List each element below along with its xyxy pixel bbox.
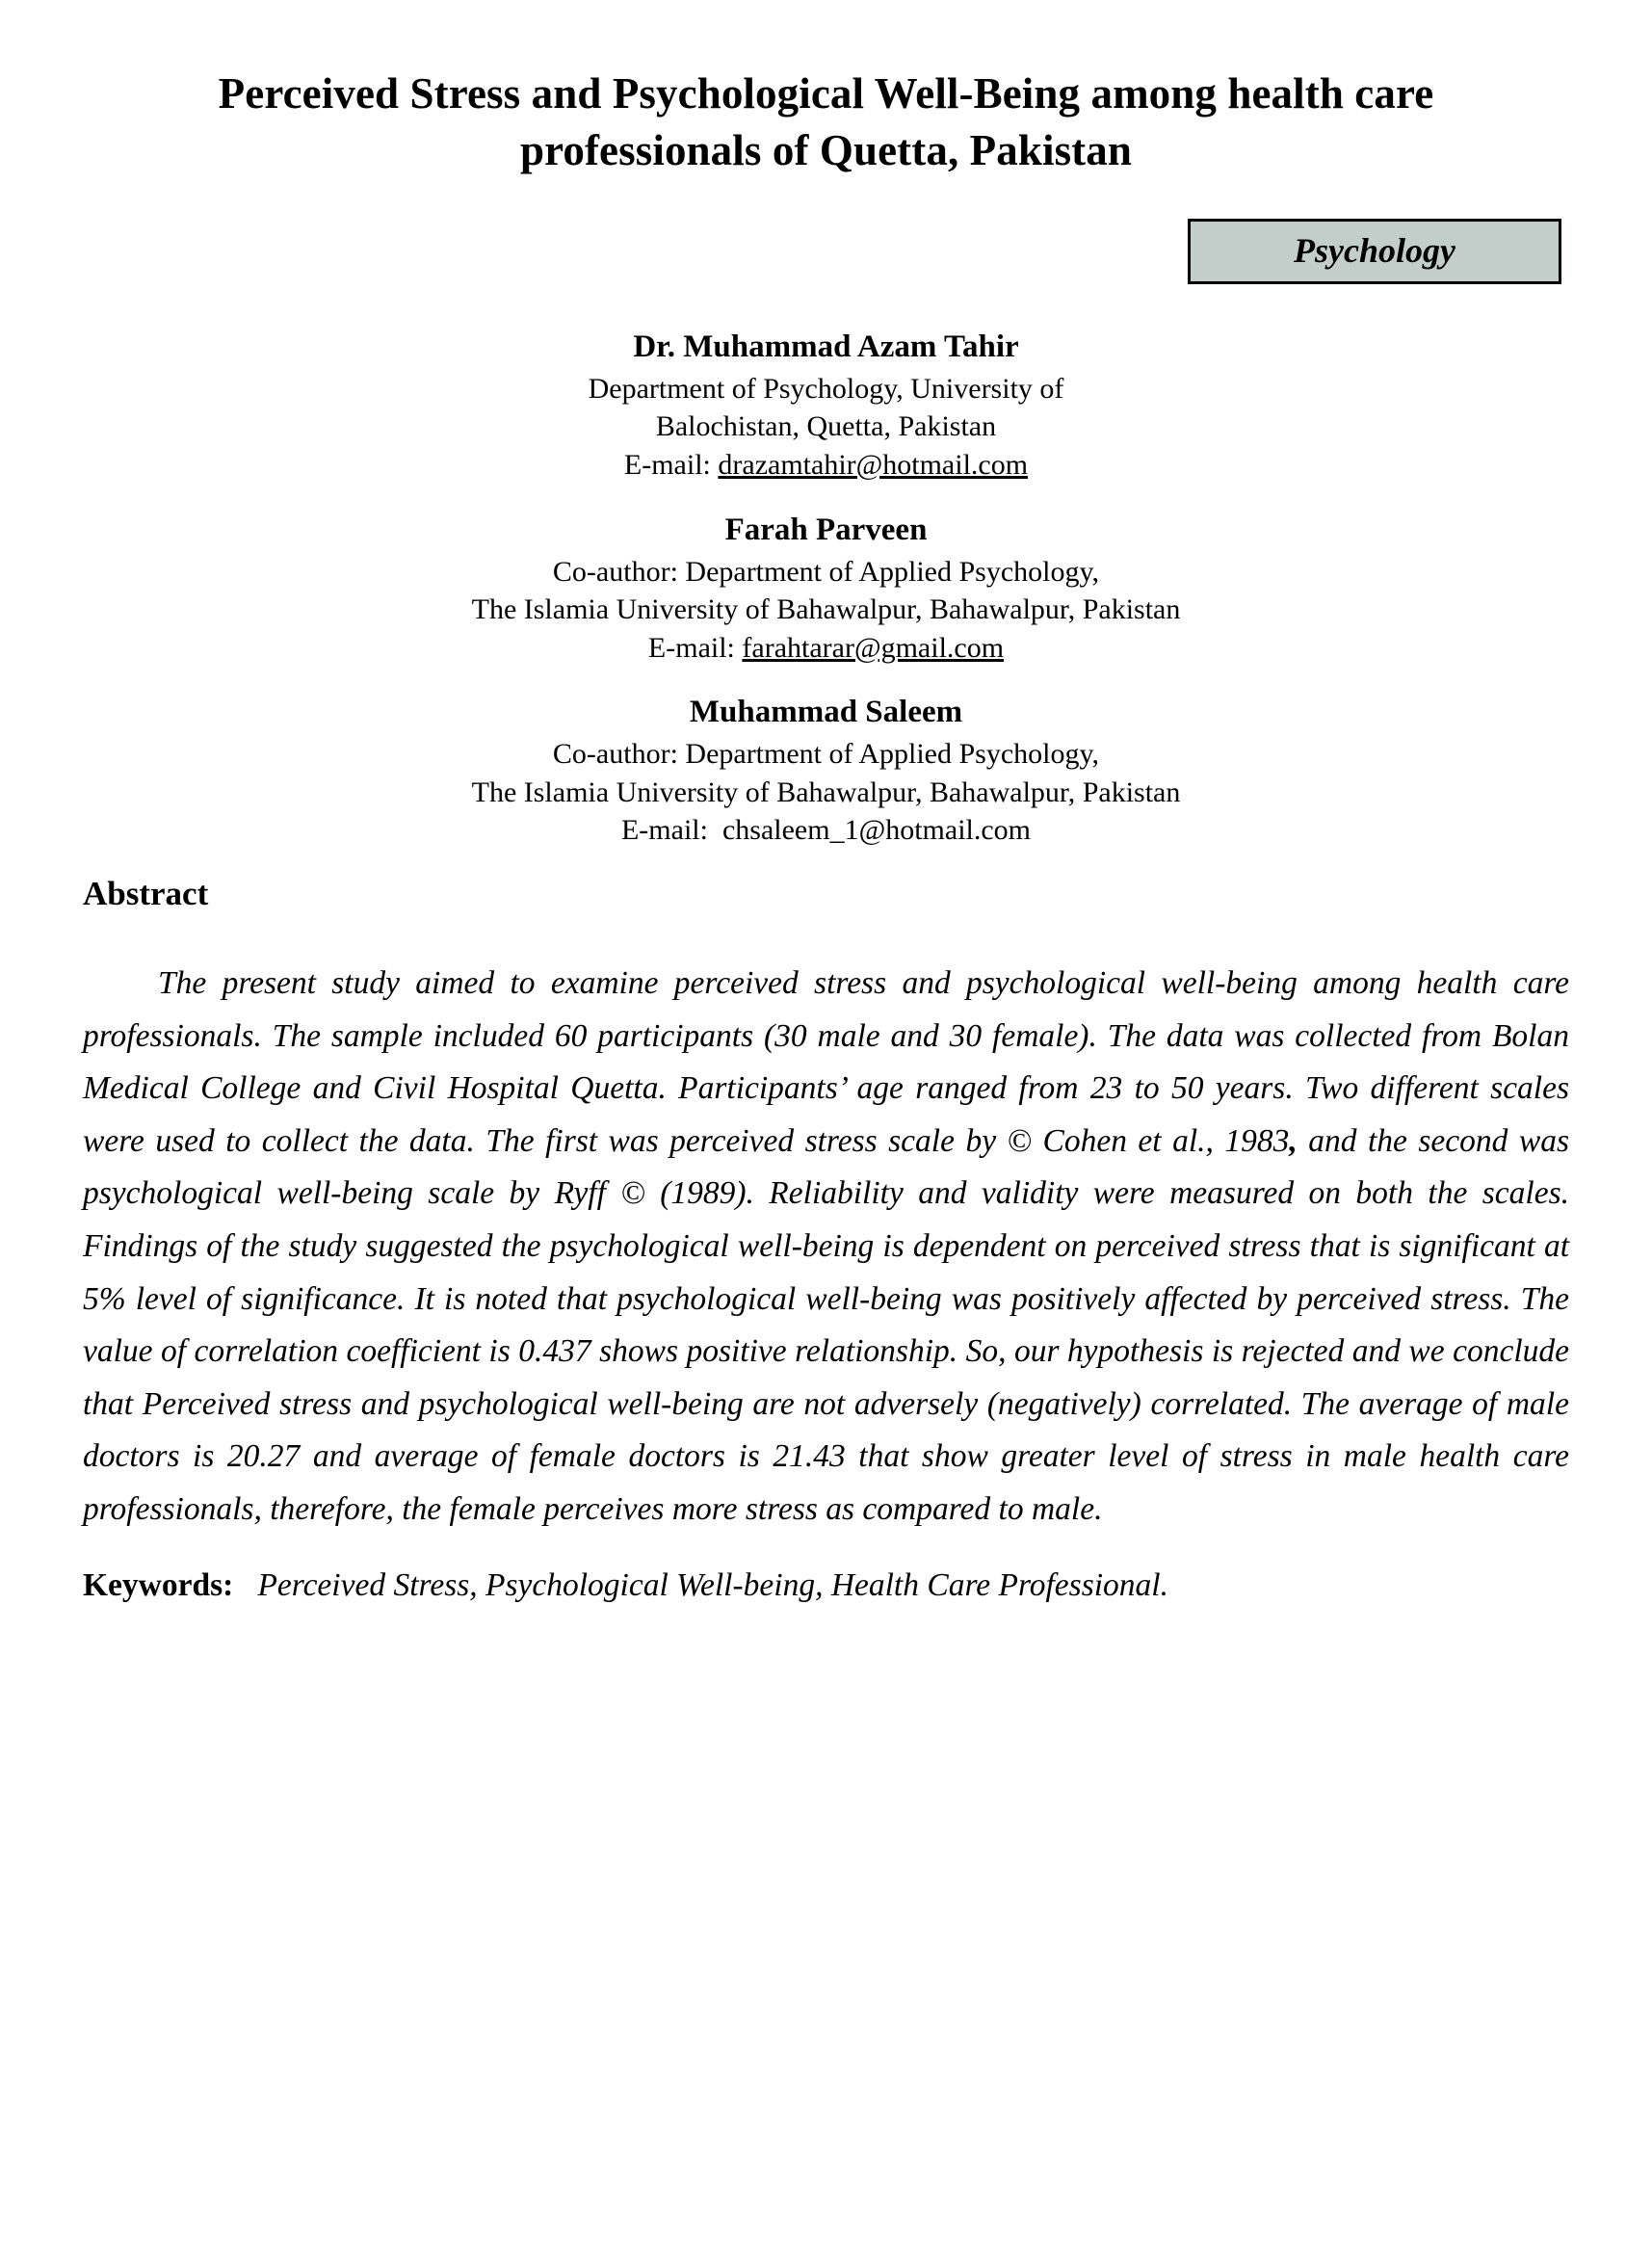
- author-email-link[interactable]: drazamtahir@hotmail.com: [718, 449, 1029, 482]
- page-title: Perceived Stress and Psychological Well-Being among health care professionals of Quetta, Pakistan: [218, 69, 1434, 174]
- author-block: [83, 692, 1569, 850]
- author-name: Muhammad Saleem: [689, 695, 963, 730]
- author-name: Farah Parveen: [724, 512, 928, 547]
- abstract-part-one: The present study aimed to examine perceived stress and psychological well-being among health care professionals. The sample included 60 participants (30 male and 30 female). The data was collected from Bolan Medical College and Civil Hospital Quetta. Participants’ age ranged from 23 to 50 years. Two different scales were used to collect the data. The first was perceived stress scale by © Cohen et al., 1983: [83, 965, 1569, 1159]
- keywords-row: [83, 1562, 1569, 1610]
- author-email-row: [83, 629, 1569, 668]
- email-label: E-mail:: [623, 449, 711, 482]
- keywords-separator: :: [223, 1566, 234, 1603]
- author-name: Dr. Muhammad Azam Tahir: [633, 329, 1019, 364]
- author-block: [83, 510, 1569, 668]
- keywords-label: Keywords: [83, 1566, 223, 1603]
- email-label: E-mail:: [647, 631, 735, 664]
- category-badge-container: [83, 219, 1569, 284]
- author-list: [83, 327, 1569, 850]
- author-email-text[interactable]: chsaleem_1@hotmail.com: [721, 814, 1032, 847]
- category-badge: Psychology: [1188, 219, 1561, 284]
- author-block: [83, 327, 1569, 485]
- author-email-row: [83, 446, 1569, 485]
- author-affiliation-line: The Islamia University of Bahawalpur, Bahawalpur, Pakistan: [471, 593, 1181, 626]
- author-affiliation-line: Department of Psychology, University of: [588, 372, 1064, 405]
- abstract-part-two: and the second was psychological well-being scale by Ryff © (1989). Reliability and validity were measured on both the scales. Findings of the study suggested the psychological well-being is dependent on perceived stress that is significant at 5% level of significance. It is noted that psychological well-being was positively affected by perceived stress. The value of correlation coefficient is 0.437 shows positive relationship. So, our hypothesis is rejected and we conclude that Perceived stress and psychological well-being are not adversely (negatively) correlated. The average of male doctors is 20.27 and average of female doctors is 21.43 that show greater level of stress in male health care professionals, therefore, the female perceives more stress as compared to male.: [83, 1122, 1569, 1527]
- author-affiliation-line: The Islamia University of Bahawalpur, Bahawalpur, Pakistan: [471, 776, 1181, 808]
- abstract-heading: Abstract: [83, 875, 209, 913]
- author-affiliation-line: Co-author: Department of Applied Psychology,: [552, 555, 1100, 588]
- author-email-link[interactable]: farahtarar@gmail.com: [742, 631, 1005, 664]
- abstract-text: [83, 958, 1569, 1537]
- abstract-bold-comma: ,: [1289, 1122, 1298, 1159]
- keywords-value: Perceived Stress, Psychological Well-being, Health Care Professional.: [257, 1566, 1168, 1603]
- email-label: E-mail:: [620, 814, 708, 847]
- author-email-row: [83, 811, 1569, 850]
- author-affiliation-line: Balochistan, Quetta, Pakistan: [655, 410, 997, 443]
- author-affiliation-line: Co-author: Department of Applied Psychology,: [552, 738, 1100, 771]
